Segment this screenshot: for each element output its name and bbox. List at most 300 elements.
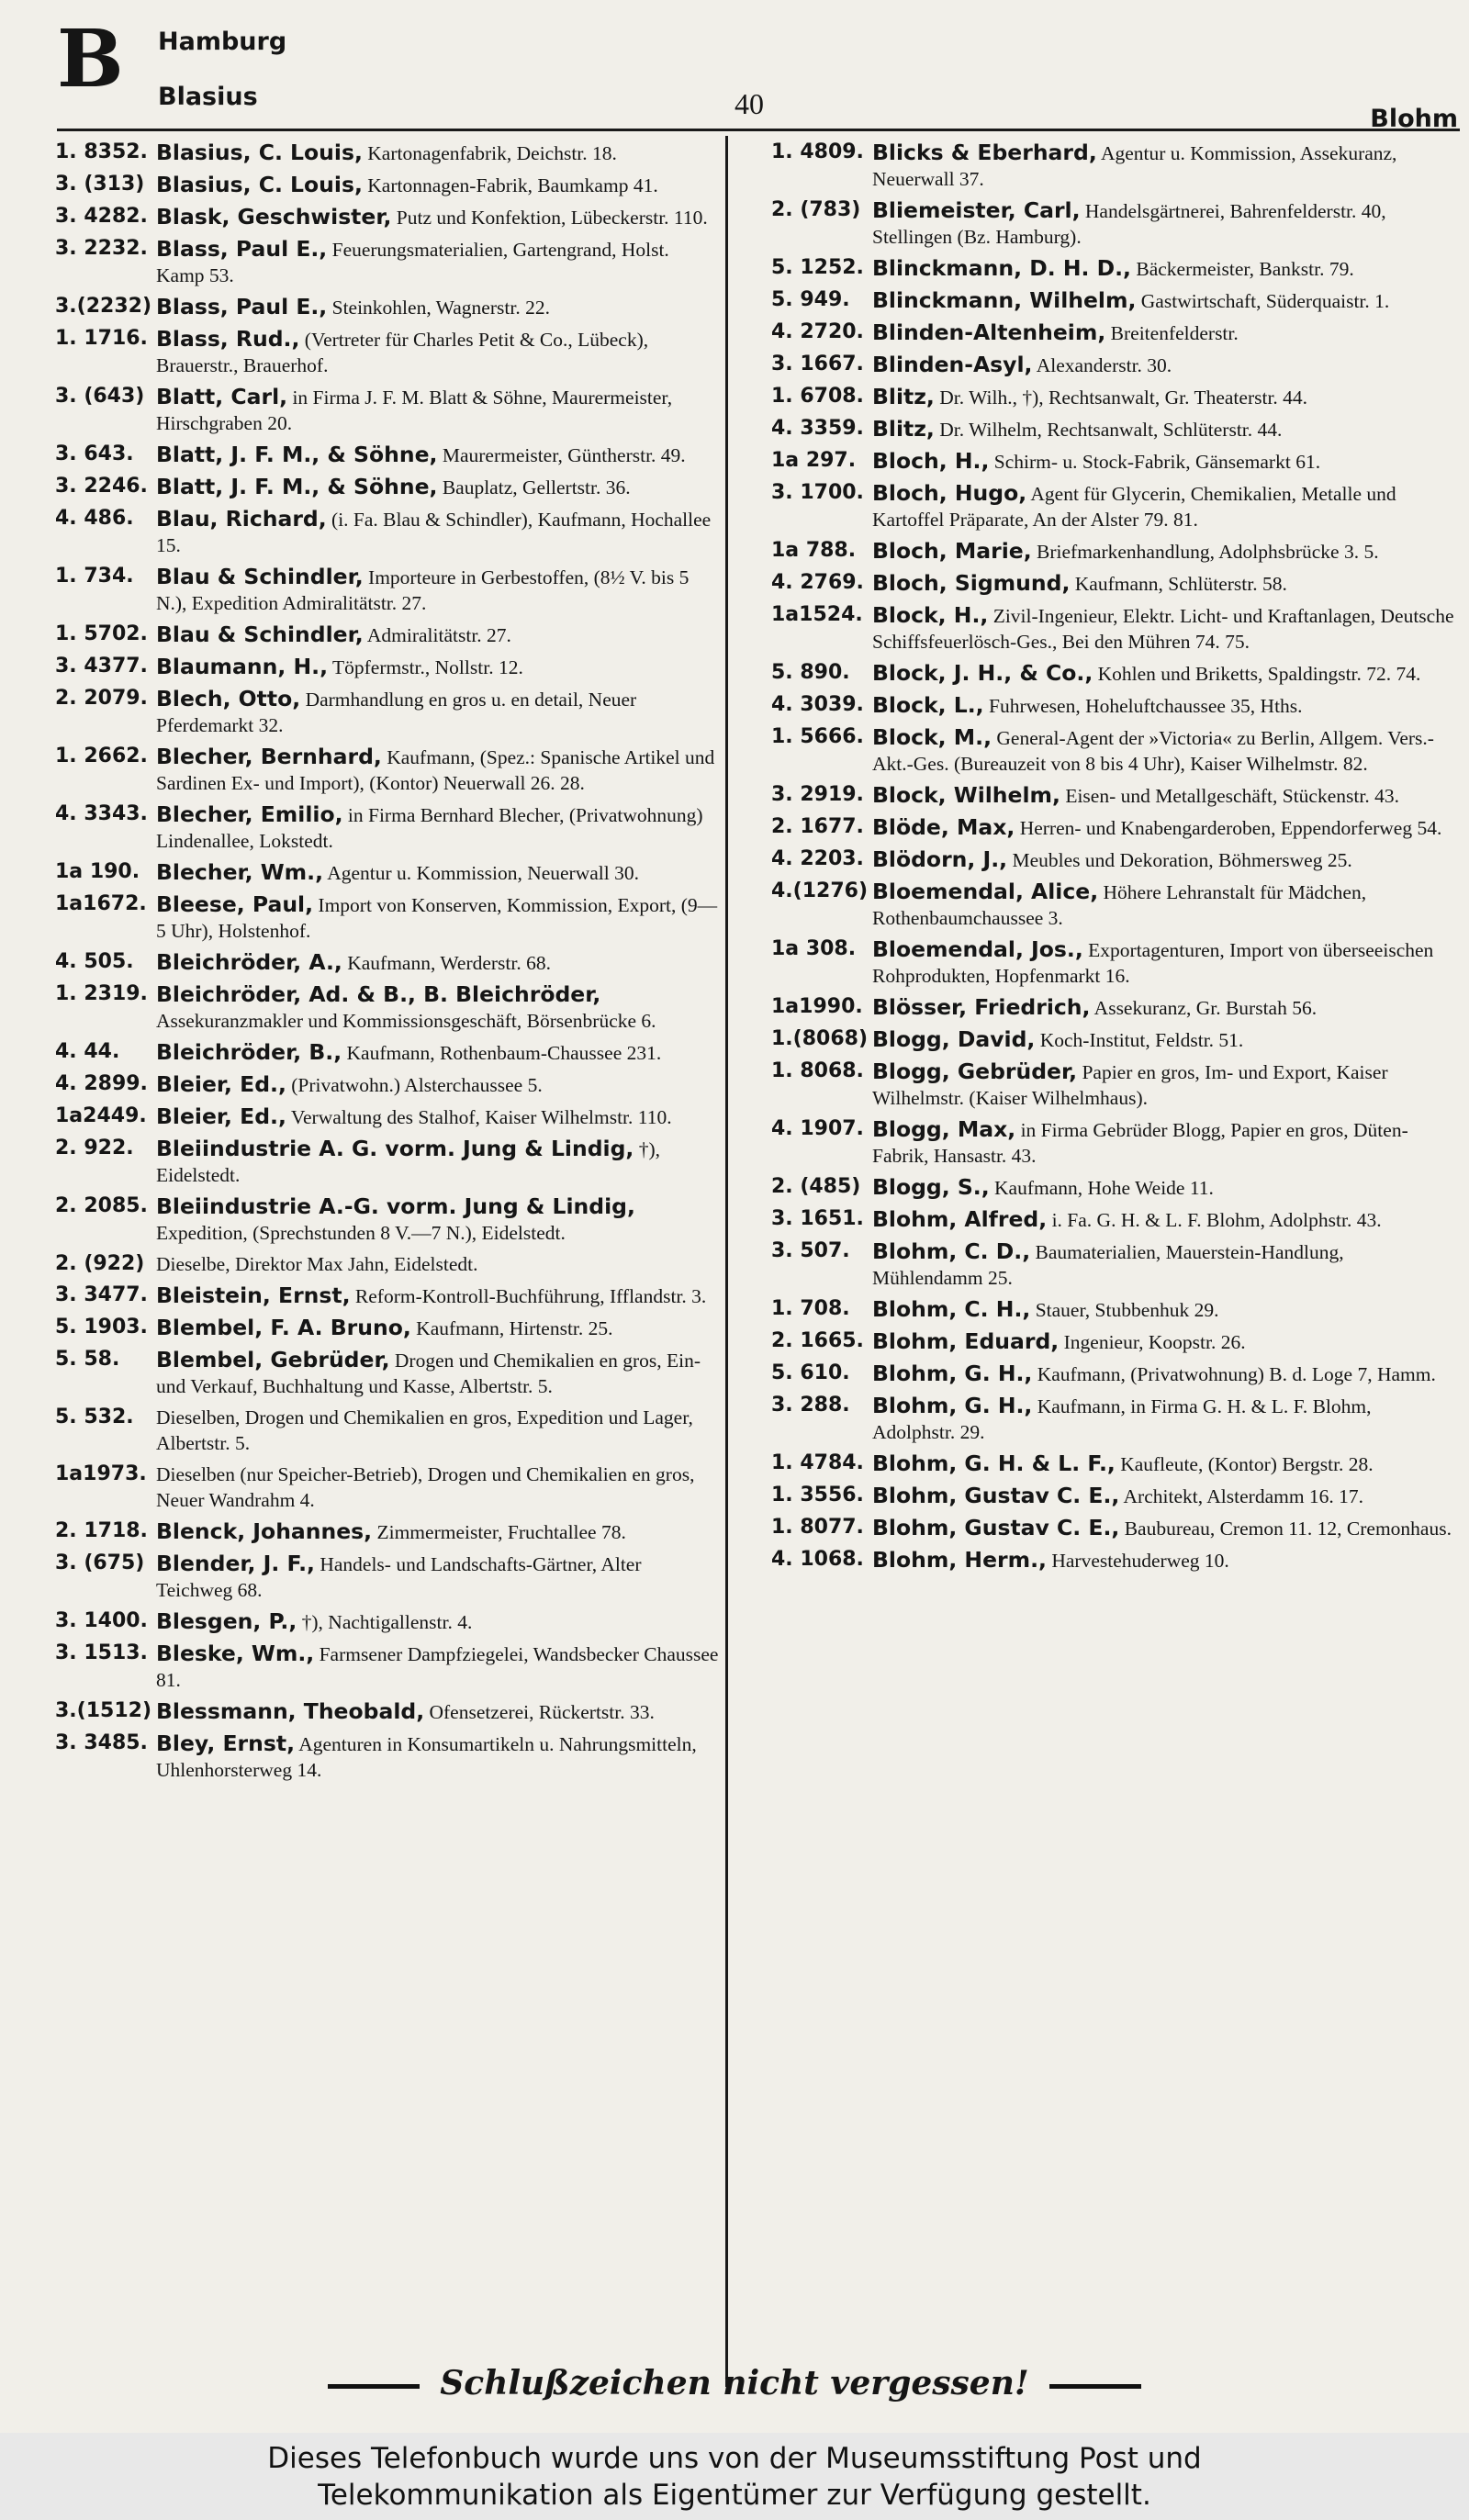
phone-number: 3. 2232. [55,237,148,260]
phone-number: 2. (485) [771,1175,861,1198]
directory-entry [55,654,721,680]
subscriber-name: Bliemeister, Carl, [872,197,1081,223]
phone-number: 1.(8068) [771,1027,869,1050]
entry-details: Ingenieur, Koopstr. 26. [1063,1331,1246,1353]
subscriber-name: Blass, Paul E., [156,294,328,319]
directory-entry [771,692,1455,719]
subscriber-name: Blinckmann, D. H. D., [872,255,1131,281]
directory-entry [771,879,1455,931]
directory-entry [771,1483,1455,1509]
entry-details: Zivil-Ingenieur, Elektr. Licht- und Kraftanlagen, Deutsche Schiffsfeuerlösch-Ges., Bei den Mühren 74. 75. [872,605,1454,653]
subscriber-name: Blinden-Asyl, [872,352,1033,377]
subscriber-name: Blaumann, H., [156,654,328,679]
phone-number: 1. 5702. [55,622,148,645]
subscriber-name: Blohm, C. D., [872,1238,1031,1264]
subscriber-name: Blohm, G. H., [872,1393,1033,1418]
phone-number: 2. 1665. [771,1329,864,1352]
footer-reminder [0,2364,1469,2402]
directory-entry [771,660,1455,687]
directory-entry [771,602,1455,655]
subscriber-name: Bleiindustrie A. G. vorm. Jung & Lindig, [156,1136,634,1161]
phone-number: 3. 3485. [55,1731,148,1754]
subscriber-name: Blau, Richard, [156,506,327,532]
directory-entry [771,814,1455,841]
phone-number: 1. 1716. [55,327,148,350]
directory-entry [771,1116,1455,1169]
phone-number: 2. 2085. [55,1194,148,1217]
directory-entry [771,448,1455,475]
phone-number: 1a2449. [55,1104,147,1127]
directory-entry [771,724,1455,777]
entry-details: Ofensetzerei, Rückertstr. 33. [429,1701,655,1723]
directory-entry [771,1026,1455,1053]
phone-number: 2. 922. [55,1137,134,1159]
directory-entry [771,782,1455,809]
entry-details: Schirm- u. Stock-Fabrik, Gänsemarkt 61. [993,451,1321,473]
entry-details: Alexanderstr. 30. [1036,354,1172,376]
subscriber-name: Block, L., [872,692,984,718]
subscriber-name: Blitz, [872,384,935,409]
subscriber-name: Blöde, Max, [872,814,1015,840]
entry-details: in Firma Bernhard Blecher, (Privatwohnung) Lindenallee, Lokstedt. [156,804,703,852]
phone-number: 1. 8352. [55,140,148,163]
entry-details: Papier en gros, Im- und Export, Kaiser Wilhelmstr. (Kaiser Wilhelmhaus). [872,1061,1388,1109]
entry-details: Kartonnagen-Fabrik, Baumkamp 41. [367,174,658,196]
directory-entry [771,1296,1455,1323]
entry-details: Steinkohlen, Wagnerstr. 22. [331,297,550,319]
subscriber-name: Blasius, C. Louis, [156,140,363,165]
directory-entry [771,140,1455,192]
phone-number: 4. 1068. [771,1548,864,1571]
entry-details: Importeure in Gerbestoffen, (8½ V. bis 5 N.), Expedition Admiralitätstr. 27. [156,566,690,614]
subscriber-name: Bloch, Marie, [872,538,1032,564]
entry-details: (i. Fa. Blau & Schindler), Kaufmann, Hochallee 15. [156,509,712,556]
phone-number: 1. 8077. [771,1516,864,1539]
directory-entry [771,1547,1455,1574]
entry-details: Assekuranzmakler und Kommissionsgeschäft, Börsenbrücke 6. [156,1010,656,1032]
directory-entry [55,1518,721,1545]
subscriber-name: Blesgen, P., [156,1608,297,1634]
phone-number: 2. (922) [55,1252,145,1275]
entry-details: Putz und Konfektion, Lübeckerstr. 110. [396,207,708,229]
entry-details: Expedition, (Sprechstunden 8 V.—7 N.), Eidelstedt. [156,1222,566,1244]
entry-details: Gastwirtschaft, Süderquaistr. 1. [1140,290,1390,312]
entry-details: Kohlen und Briketts, Spaldingstr. 72. 74. [1097,663,1421,685]
entry-details: Meubles und Dekoration, Böhmersweg 25. [1012,849,1352,871]
phone-number: 1a 788. [771,539,857,562]
directory-entry [55,686,721,738]
entry-details: Eisen- und Metallgeschäft, Stückenstr. 43. [1065,785,1399,807]
subscriber-name: Blinden-Altenheim, [872,319,1106,345]
directory-entry [771,1174,1455,1201]
directory-entry [771,936,1455,989]
subscriber-name: Blatt, Carl, [156,384,288,409]
directory-entry [55,1347,721,1399]
phone-number: 5. 949. [771,288,850,311]
entry-details: Handelsgärtnerei, Bahrenfelderstr. 40, Stellingen (Bz. Hamburg). [872,200,1386,248]
phone-number: 4. 505. [55,950,134,973]
phone-number: 1. 734. [55,565,134,588]
phone-number: 3. 288. [771,1394,850,1417]
right-column [771,140,1455,1579]
column-divider [725,136,728,2387]
subscriber-name: Blogg, Max, [872,1116,1016,1142]
entry-details: Maurermeister, Güntherstr. 49. [442,444,686,466]
subscriber-name: Bleistein, Ernst, [156,1282,351,1308]
phone-number: 4. 2769. [771,571,864,594]
directory-entry [55,384,721,436]
subscriber-name: Blass, Rud., [156,326,300,352]
directory-entry [55,1730,721,1783]
directory-entry [771,319,1455,346]
phone-number: 1a1973. [55,1462,147,1485]
subscriber-name: Bleiindustrie A.-G. vorm. Jung & Lindig, [156,1193,635,1219]
phone-number: 1a 297. [771,449,857,472]
city-heading: Hamburg [158,28,287,56]
subscriber-name: Blösser, Friedrich, [872,994,1091,1020]
subscriber-name: Blenck, Johannes, [156,1518,373,1544]
note-line-1: Dieses Telefonbuch wurde uns von der Museumsstiftung Post und [267,2442,1202,2475]
directory-entry [55,1071,721,1098]
phone-number: 4. 44. [55,1040,120,1063]
page-number: 40 [734,87,764,120]
entry-details: Kaufmann, (Privatwohnung) B. d. Loge 7, Hamm. [1037,1363,1436,1385]
directory-entry [55,1462,721,1513]
directory-entry [771,416,1455,442]
subscriber-name: Bloemendal, Alice, [872,879,1099,904]
entry-details: Zimmermeister, Fruchtallee 78. [376,1521,626,1543]
directory-entry [55,506,721,558]
phone-number: 1a 190. [55,860,140,883]
subscriber-name: Bleichröder, A., [156,949,342,975]
phone-number: 3.(2232) [55,295,152,318]
subscriber-name: Blau & Schindler, [156,564,364,589]
subscriber-name: Blass, Paul E., [156,236,328,262]
directory-entry [55,1136,721,1188]
last-entry-heading: Blohm [1370,105,1458,133]
phone-number: 4. 2899. [55,1072,148,1095]
directory-entry [771,287,1455,314]
phone-number: 1. 8068. [771,1059,864,1082]
directory-entry [771,538,1455,565]
subscriber-name: Bleichröder, B., [156,1039,342,1065]
phone-number: 1. 4784. [771,1451,864,1474]
phone-number: 3. (675) [55,1551,145,1574]
entry-details: Dieselbe, Direktor Max Jahn, Eidelstedt. [156,1253,478,1275]
entry-details: Baumaterialien, Mauerstein-Handlung, Mühlendamm 25. [872,1241,1344,1289]
directory-entry [55,949,721,976]
directory-entry [55,1551,721,1603]
entry-details: Import von Konserven, Kommission, Export, (9—5 Uhr), Holstenhof. [156,894,718,942]
entry-details: Architekt, Alsterdamm 16. 17. [1123,1485,1364,1507]
phone-number: 1. 5666. [771,725,864,748]
entry-details: Farmsener Dampfziegelei, Wandsbecker Chaussee 81. [156,1643,719,1691]
phone-number: 3. 2919. [771,783,864,806]
phone-number: 2. 1677. [771,815,864,838]
subscriber-name: Blecher, Wm., [156,859,324,885]
entry-details: Dr. Wilh., †), Rechtsanwalt, Gr. Theaterstr. 44. [939,386,1308,409]
directory-entry [55,801,721,854]
phone-number: 3. 2246. [55,475,148,498]
directory-entry [55,474,721,500]
subscriber-name: Blembel, F. A. Bruno, [156,1315,411,1340]
phone-number: 1. 708. [771,1297,850,1320]
directory-entry [55,442,721,468]
directory-entry [55,891,721,944]
phone-number: 4. 2203. [771,847,864,870]
directory-entry [55,744,721,796]
subscriber-name: Blitz, [872,416,935,442]
subscriber-name: Blohm, G. H. & L. F., [872,1450,1116,1476]
phone-number: 3. (643) [55,385,145,408]
phone-number: 5. 610. [771,1361,850,1384]
phone-number: 3. 4282. [55,205,148,228]
subscriber-name: Bloch, H., [872,448,990,474]
subscriber-name: Bleichröder, Ad. & B., B. Bleichröder, [156,981,601,1007]
phone-number: 1. 6708. [771,385,864,408]
entry-details: Admiralitätstr. 27. [366,624,511,646]
entry-details: Höhere Lehranstalt für Mädchen, Rothenbaumchaussee 3. [872,881,1367,929]
entry-details: in Firma J. F. M. Blatt & Söhne, Maurermeister, Hirschgraben 20. [156,386,673,434]
directory-entry [55,294,721,320]
directory-entry [55,204,721,230]
entry-details: Agenturen in Konsumartikeln u. Nahrungsmitteln, Uhlenhorsterweg 14. [156,1733,697,1781]
entry-details: Agentur u. Kommission, Neuerwall 30. [327,862,639,884]
entry-details: (Vertreter für Charles Petit & Co., Lübeck), Brauerstr., Brauerhof. [156,329,649,376]
entry-details: Agent für Glycerin, Chemikalien, Metalle und Kartoffel Präparate, An der Alster 79. 81. [872,483,1396,531]
entry-details: Kaufmann, (Spez.: Spanische Artikel und Sardinen Ex- und Import), (Kontor) Neuerwall 26. 28. [156,746,715,794]
phone-number: 3. 507. [771,1239,850,1262]
phone-number: 3. 1513. [55,1641,148,1664]
entry-details: Handels- und Landschafts-Gärtner, Alter Teichweg 68. [156,1553,642,1601]
entry-details: General-Agent der »Victoria« zu Berlin, Allgem. Vers.-Akt.-Ges. (Bureauzeit von 8 bis 4 Uhr), Kaiser Wilhelmstr. 82. [872,727,1434,775]
directory-entry [771,1361,1455,1387]
entry-details: Kaufmann, Werderstr. 68. [347,952,551,974]
subscriber-name: Blogg, David, [872,1026,1036,1052]
phone-number: 4. 3343. [55,802,148,825]
subscriber-name: Blasius, C. Louis, [156,172,363,197]
entry-details: Assekuranz, Gr. Burstah 56. [1093,997,1318,1019]
entry-details: Reform-Kontroll-Buchführung, Ifflandstr. 3. [354,1285,707,1307]
subscriber-name: Block, Wilhelm, [872,782,1060,808]
phone-number: 3.(1512) [55,1699,152,1722]
entry-details: Kaufmann, Rothenbaum-Chaussee 231. [346,1042,662,1064]
directory-entry [55,1641,721,1693]
subscriber-name: Blohm, Alfred, [872,1206,1048,1232]
entry-details: Stauer, Stubbenhuk 29. [1035,1299,1219,1321]
phone-number: 4. 3359. [771,417,864,440]
phone-number: 1. 3556. [771,1484,864,1506]
directory-entry [55,1282,721,1309]
subscriber-name: Bleese, Paul, [156,891,314,917]
directory-entry [771,1515,1455,1541]
entry-details: Kaufmann, Schlüterstr. 58. [1074,573,1287,595]
entry-details: Darmhandlung en gros u. en detail, Neuer Pferdemarkt 32. [156,689,637,736]
subscriber-name: Bley, Ernst, [156,1730,296,1756]
directory-entry [55,1405,721,1456]
entry-details: Herren- und Knabengarderoben, Eppendorferweg 54. [1019,817,1442,839]
entry-details: †), Eidelstedt. [156,1138,660,1186]
directory-entry [771,1058,1455,1111]
directory-entry [55,1103,721,1130]
phone-number: 4.(1276) [771,879,869,902]
subscriber-name: Blatt, J. F. M., & Söhne, [156,442,438,467]
directory-entry [771,255,1455,282]
subscriber-name: Blohm, Eduard, [872,1328,1060,1354]
directory-entry [55,326,721,378]
directory-entry [771,1393,1455,1445]
subscriber-name: Blembel, Gebrüder, [156,1347,390,1372]
footer-dash-left [328,2384,420,2389]
directory-entry [55,981,721,1034]
subscriber-name: Blohm, Gustav C. E., [872,1483,1120,1508]
directory-entry [771,197,1455,250]
phone-number: 1. 4809. [771,140,864,163]
phone-number: 4. 2720. [771,320,864,343]
phone-number: 2. 2079. [55,687,148,710]
subscriber-name: Bleier, Ed., [156,1103,286,1129]
footer-text: Schlußzeichen nicht vergessen! [440,2364,1029,2402]
entry-details: Agentur u. Kommission, Assekuranz, Neuerwall 37. [872,142,1397,190]
entry-details: Kaufmann, Hirtenstr. 25. [416,1317,613,1339]
entry-details: Kaufleute, (Kontor) Bergstr. 28. [1120,1453,1374,1475]
directory-entry [55,236,721,288]
subscriber-name: Blohm, G. H., [872,1361,1033,1386]
phone-number: 3. 1400. [55,1609,148,1632]
directory-entry [55,172,721,198]
subscriber-name: Blau & Schindler, [156,622,364,647]
subscriber-name: Blinckmann, Wilhelm, [872,287,1137,313]
directory-entry [55,622,721,648]
directory-entry [771,480,1455,532]
directory-entry [771,352,1455,378]
phone-number: 5. 1903. [55,1316,148,1338]
entry-details: Bäckermeister, Bankstr. 79. [1136,258,1354,280]
directory-entry [55,859,721,886]
subscriber-name: Blogg, S., [872,1174,990,1200]
directory-entry [771,384,1455,410]
directory-entry [55,1315,721,1341]
directory-entry [771,1238,1455,1291]
subscriber-name: Blohm, Herm., [872,1547,1047,1573]
phone-number: 1a1524. [771,603,863,626]
phone-number: 3. 4377. [55,655,148,678]
directory-entry [55,1698,721,1725]
phone-number: 3. 1667. [771,353,864,375]
phone-number: 4. 3039. [771,693,864,716]
phone-number: 3. 1651. [771,1207,864,1230]
phone-number: 4. 486. [55,507,134,530]
entry-details: in Firma Gebrüder Blogg, Papier en gros, Düten-Fabrik, Hansastr. 43. [872,1119,1408,1167]
subscriber-name: Bleske, Wm., [156,1641,315,1666]
subscriber-name: Blogg, Gebrüder, [872,1058,1078,1084]
subscriber-name: Blicks & Eberhard, [872,140,1097,165]
entry-details: Bauplatz, Gellertstr. 36. [442,476,631,498]
phone-number: 2. 1718. [55,1519,148,1542]
entry-details: Verwaltung des Stalhof, Kaiser Wilhelmstr. 110. [290,1106,672,1128]
entry-details: Dr. Wilhelm, Rechtsanwalt, Schlüterstr. 44. [939,419,1283,441]
entry-details: Exportagenturen, Import von überseeischen Rohprodukten, Hopfenmarkt 16. [872,939,1434,987]
directory-entry [771,1328,1455,1355]
subscriber-name: Block, H., [872,602,989,628]
section-letter: B [57,13,124,106]
phone-number: 1. 2319. [55,982,148,1005]
header-rule [57,129,1460,131]
phone-number: 3. (313) [55,173,145,196]
phone-number: 5. 58. [55,1348,120,1371]
entry-details: Harvestehuderweg 10. [1051,1550,1229,1572]
phone-number: 1a1990. [771,995,863,1018]
subscriber-name: Blecher, Emilio, [156,801,343,827]
entry-details: Kartonagenfabrik, Deichstr. 18. [367,142,617,164]
phone-number: 1a 308. [771,937,857,960]
phone-number: 3. 1700. [771,481,864,504]
phone-number: 2. (783) [771,198,861,221]
phone-number: 5. 1252. [771,256,864,279]
phone-number: 4. 1907. [771,1117,864,1140]
entry-details: Dieselben (nur Speicher-Betrieb), Drogen und Chemikalien en gros, Neuer Wandrahm 4. [156,1463,695,1511]
entry-details: Töpfermstr., Nollstr. 12. [332,656,523,678]
phone-number: 1a1672. [55,892,147,915]
subscriber-name: Bloch, Sigmund, [872,570,1071,596]
footer-dash-right [1049,2384,1141,2389]
entry-details: (Privatwohn.) Alsterchaussee 5. [291,1074,543,1096]
directory-entry [771,1450,1455,1477]
subscriber-name: Blender, J. F., [156,1551,315,1576]
subscriber-name: Blech, Otto, [156,686,301,711]
first-entry-heading: Blasius [158,83,258,111]
subscriber-name: Bleier, Ed., [156,1071,286,1097]
subscriber-name: Block, J. H., & Co., [872,660,1093,686]
directory-entry [771,570,1455,597]
directory-entry [55,1193,721,1246]
subscriber-name: Blask, Geschwister, [156,204,392,230]
entry-details: Feuerungsmaterialien, Gartengrand, Holst. Kamp 53. [156,239,669,286]
note-line-2: Telekommunikation als Eigentümer zur Verfügung gestellt. [318,2479,1151,2512]
directory-entry [771,846,1455,873]
directory-entry [55,1039,721,1066]
subscriber-name: Blohm, C. H., [872,1296,1031,1322]
entry-details: †), Nachtigallenstr. 4. [301,1611,473,1633]
entry-details: Baubureau, Cremon 11. 12, Cremonhaus. [1124,1518,1452,1540]
phone-number: 5. 890. [771,661,850,684]
subscriber-name: Blessmann, Theobald, [156,1698,425,1724]
entry-details: Kaufmann, in Firma G. H. & L. F. Blohm, Adolphstr. 29. [872,1395,1372,1443]
subscriber-name: Blödorn, J., [872,846,1008,872]
phone-number: 5. 532. [55,1406,134,1428]
entry-details: Breitenfelderstr. [1110,322,1239,344]
subscriber-name: Bloch, Hugo, [872,480,1027,506]
left-column [55,140,721,1788]
ownership-note [0,2433,1469,2520]
entry-details: Dieselben, Drogen und Chemikalien en gros, Expedition und Lager, Albertstr. 5. [156,1406,693,1454]
entry-details: Drogen und Chemikalien en gros, Ein- und Verkauf, Buchhaltung und Kasse, Albertstr. 5. [156,1350,701,1397]
entry-details: i. Fa. G. H. & L. F. Blohm, Adolphstr. 43. [1051,1209,1382,1231]
entry-details: Briefmarkenhandlung, Adolphsbrücke 3. 5. [1037,541,1379,563]
entry-details: Koch-Institut, Feldstr. 51. [1039,1029,1244,1051]
directory-entry [771,994,1455,1021]
directory-entry [55,140,721,166]
phone-number: 1. 2662. [55,745,148,767]
directory-entry [55,1608,721,1635]
phone-number: 3. 643. [55,442,134,465]
directory-entry [55,564,721,616]
subscriber-name: Blecher, Bernhard, [156,744,382,769]
subscriber-name: Blohm, Gustav C. E., [872,1515,1120,1540]
directory-entry [771,1206,1455,1233]
entry-details: Fuhrwesen, Hoheluftchaussee 35, Hths. [988,695,1303,717]
subscriber-name: Bloemendal, Jos., [872,936,1083,962]
